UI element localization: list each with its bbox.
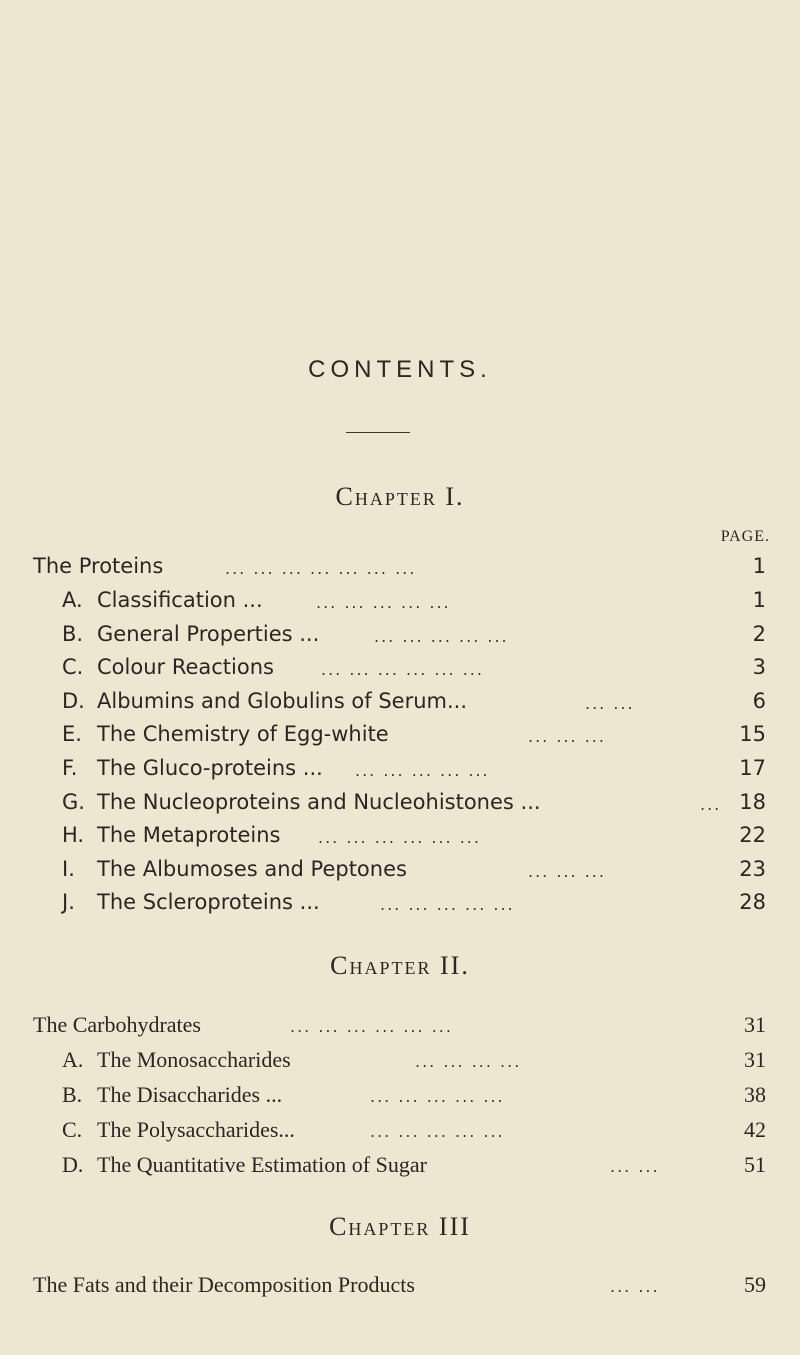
toc-entry-page: 38	[744, 1082, 766, 1107]
dot-leader: ...	[700, 795, 722, 814]
toc-row[interactable]	[0, 622, 800, 652]
toc-entry-title: The Carbohydrates	[33, 1012, 201, 1037]
page-title: CONTENTS.	[308, 356, 492, 383]
title-rule	[346, 432, 410, 433]
toc-entry-title: Colour Reactions	[97, 655, 274, 679]
toc-entry-letter: E.	[62, 722, 82, 746]
toc-row-main[interactable]	[0, 1012, 800, 1042]
toc-entry-letter: H.	[62, 823, 85, 847]
toc-entry-letter: I.	[62, 857, 75, 881]
chapter-1-title: Chapter I.	[335, 482, 465, 511]
toc-entry-page: 31	[744, 1047, 766, 1072]
toc-entry-letter: D.	[62, 1152, 84, 1177]
dot-leader: ... ... ... ... ... ...	[321, 660, 484, 679]
toc-entry-title: The Quantitative Estimation of Sugar	[97, 1152, 427, 1177]
toc-entry-title: The Nucleoproteins and Nucleohistones ...	[97, 790, 541, 814]
toc-entry-page: 17	[739, 756, 766, 780]
toc-entry-page: 59	[744, 1272, 766, 1297]
toc-entry-page: 42	[744, 1117, 766, 1142]
dot-leader: ... ... ... ... ...	[355, 761, 490, 780]
toc-entry-page: 28	[739, 890, 766, 914]
toc-entry-letter: A.	[62, 1047, 84, 1072]
toc-entry-page: 22	[739, 823, 766, 847]
toc-row[interactable]	[0, 756, 800, 786]
toc-entry-title: The Fats and their Decomposition Products	[33, 1272, 415, 1297]
toc-entry-page: 2	[752, 622, 766, 646]
toc-entry-letter: F.	[62, 756, 78, 780]
toc-entry-letter: B.	[62, 622, 84, 646]
toc-row[interactable]	[0, 722, 800, 752]
toc-row-main[interactable]	[0, 1272, 800, 1302]
toc-row[interactable]	[0, 1047, 800, 1077]
dot-leader: ... ... ... ...	[415, 1052, 522, 1071]
dot-leader: ... ... ...	[528, 862, 606, 881]
toc-row[interactable]	[0, 655, 800, 685]
dot-leader: ... ... ... ... ...	[370, 1122, 505, 1141]
toc-entry-page: 1	[752, 554, 766, 578]
toc-entry-title: The Albumoses and Peptones	[97, 857, 407, 881]
toc-entry-page: 23	[739, 857, 766, 881]
toc-entry-title: Classification ...	[97, 588, 263, 612]
toc-entry-letter: D.	[62, 689, 85, 713]
toc-entry-title: General Properties ...	[97, 622, 320, 646]
toc-entry-page: 51	[744, 1152, 766, 1177]
dot-leader: ... ... ... ... ...	[374, 627, 509, 646]
toc-row[interactable]	[0, 890, 800, 920]
toc-entry-page: 1	[752, 588, 766, 612]
dot-leader: ... ... ... ... ...	[316, 593, 451, 612]
toc-entry-title: The Gluco-proteins ...	[97, 756, 323, 780]
toc-entry-title: The Scleroproteins ...	[97, 890, 320, 914]
dot-leader: ... ...	[610, 1157, 660, 1176]
toc-entry-title: The Proteins	[33, 554, 164, 578]
toc-entry-letter: C.	[62, 1117, 83, 1142]
dot-leader: ... ... ... ... ... ...	[290, 1017, 453, 1036]
dot-leader: ... ... ... ... ...	[370, 1087, 505, 1106]
dot-leader: ... ... ... ... ... ...	[318, 828, 481, 847]
toc-row-main[interactable]	[0, 554, 800, 584]
toc-entry-letter: A.	[62, 588, 83, 612]
toc-entry-page: 6	[752, 689, 766, 713]
toc-entry-page: 31	[744, 1012, 766, 1037]
toc-entry-title: The Disaccharides ...	[97, 1082, 283, 1107]
toc-entry-title: The Chemistry of Egg-white	[97, 722, 389, 746]
toc-row[interactable]	[0, 857, 800, 887]
toc-row[interactable]	[0, 823, 800, 853]
toc-row[interactable]	[0, 588, 800, 618]
dot-leader: ... ...	[585, 694, 635, 713]
toc-entry-letter: G.	[62, 790, 85, 814]
dot-leader: ... ...	[610, 1277, 660, 1296]
toc-entry-title: The Polysaccharides...	[97, 1117, 295, 1142]
toc-entry-letter: B.	[62, 1082, 83, 1107]
toc-entry-letter: J.	[62, 890, 75, 914]
toc-row[interactable]	[0, 1082, 800, 1112]
toc-entry-title: Albumins and Globulins of Serum...	[97, 689, 468, 713]
toc-entry-letter: C.	[62, 655, 84, 679]
toc-entry-title: The Metaproteins	[97, 823, 281, 847]
toc-row[interactable]	[0, 1152, 800, 1182]
dot-leader: ... ... ... ... ... ... ...	[225, 559, 417, 578]
toc-row[interactable]	[0, 790, 800, 820]
page-column-label: PAGE.	[720, 528, 770, 545]
chapter-2-title: Chapter II.	[330, 951, 470, 980]
toc-entry-page: 3	[752, 655, 766, 679]
dot-leader: ... ... ... ... ...	[380, 895, 515, 914]
toc-row[interactable]	[0, 689, 800, 719]
toc-entry-page: 15	[739, 722, 766, 746]
toc-entry-page: 18	[739, 790, 766, 814]
toc-entry-title: The Monosaccharides	[97, 1047, 291, 1072]
chapter-3-title: Chapter III	[329, 1212, 471, 1241]
toc-row[interactable]	[0, 1117, 800, 1147]
dot-leader: ... ... ...	[528, 727, 606, 746]
